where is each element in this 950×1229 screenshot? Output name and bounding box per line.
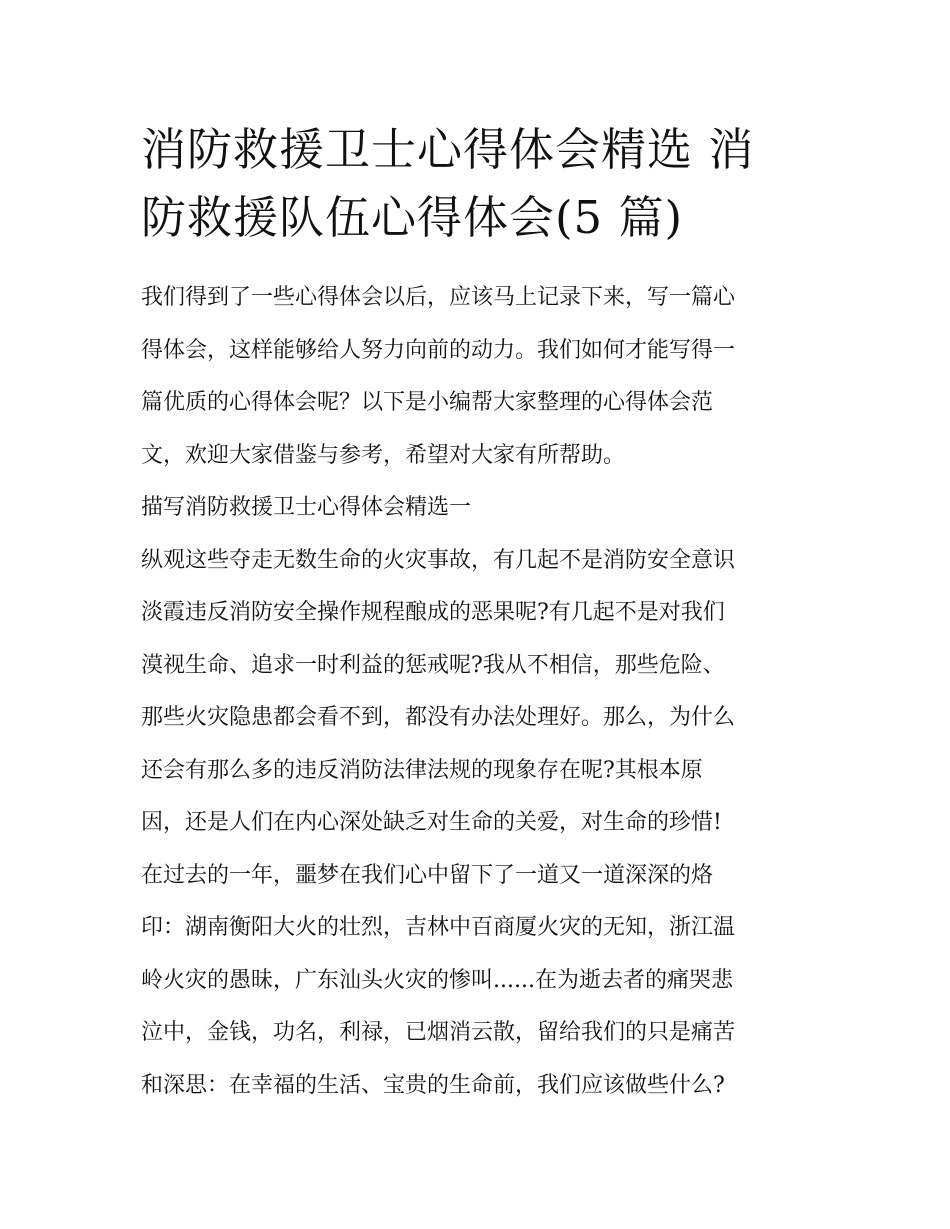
section-line: 那些火灾隐患都会看不到，都没有办法处理好。那么，为什么	[141, 705, 736, 730]
section-line: 印：湖南衡阳大火的壮烈，吉林中百商厦火灾的无知，浙江温	[141, 915, 736, 940]
intro-line: 得体会，这样能够给人努力向前的动力。我们如何才能写得一	[141, 337, 736, 363]
document-body	[141, 272, 816, 1112]
section-line: 泣中，金钱，功名，利禄，已烟消云散，留给我们的只是痛苦	[141, 1020, 736, 1045]
section-line: 因，还是人们在内心深处缺乏对生命的关爱，对生命的珍惜!	[141, 810, 722, 835]
document-title	[141, 116, 816, 252]
intro-line: 文，欢迎大家借鉴与参考，希望对大家有所帮助。	[141, 442, 626, 468]
section-heading: 描写消防救援卫士心得体会精选一	[141, 495, 472, 520]
section-line: 岭火灾的愚昧，广东汕头火灾的惨叫......在为逝去者的痛哭悲	[141, 967, 733, 993]
title-line-2: 防救援队伍心得体会(5 篇)	[141, 191, 684, 244]
section-line: 漠视生命、追求一时利益的惩戒呢?我从不相信，那些危险、	[141, 652, 725, 678]
section-line: 淡霞违反消防安全操作规程酿成的恶果呢?有几起不是对我们	[141, 600, 725, 625]
section-line: 纵观这些夺走无数生命的火灾事故，有几起不是消防安全意识	[141, 547, 736, 573]
title-line-1: 消防救援卫士心得体会精选 消	[141, 123, 755, 176]
intro-paragraph	[141, 272, 816, 482]
section-line: 还会有那么多的违反消防法律法规的现象存在呢?其根本原	[141, 757, 703, 783]
document-page	[141, 116, 816, 1112]
section-paragraph	[141, 535, 816, 1113]
section-line: 在过去的一年，噩梦在我们心中留下了一道又一道深深的烙	[141, 862, 714, 888]
intro-line: 篇优质的心得体会呢？以下是小编帮大家整理的心得体会范	[141, 390, 714, 415]
section-line: 和深思：在幸福的生活、宝贵的生命前，我们应该做些什么?	[141, 1072, 725, 1098]
intro-line: 我们得到了一些心得体会以后，应该马上记录下来，写一篇心	[141, 285, 736, 310]
